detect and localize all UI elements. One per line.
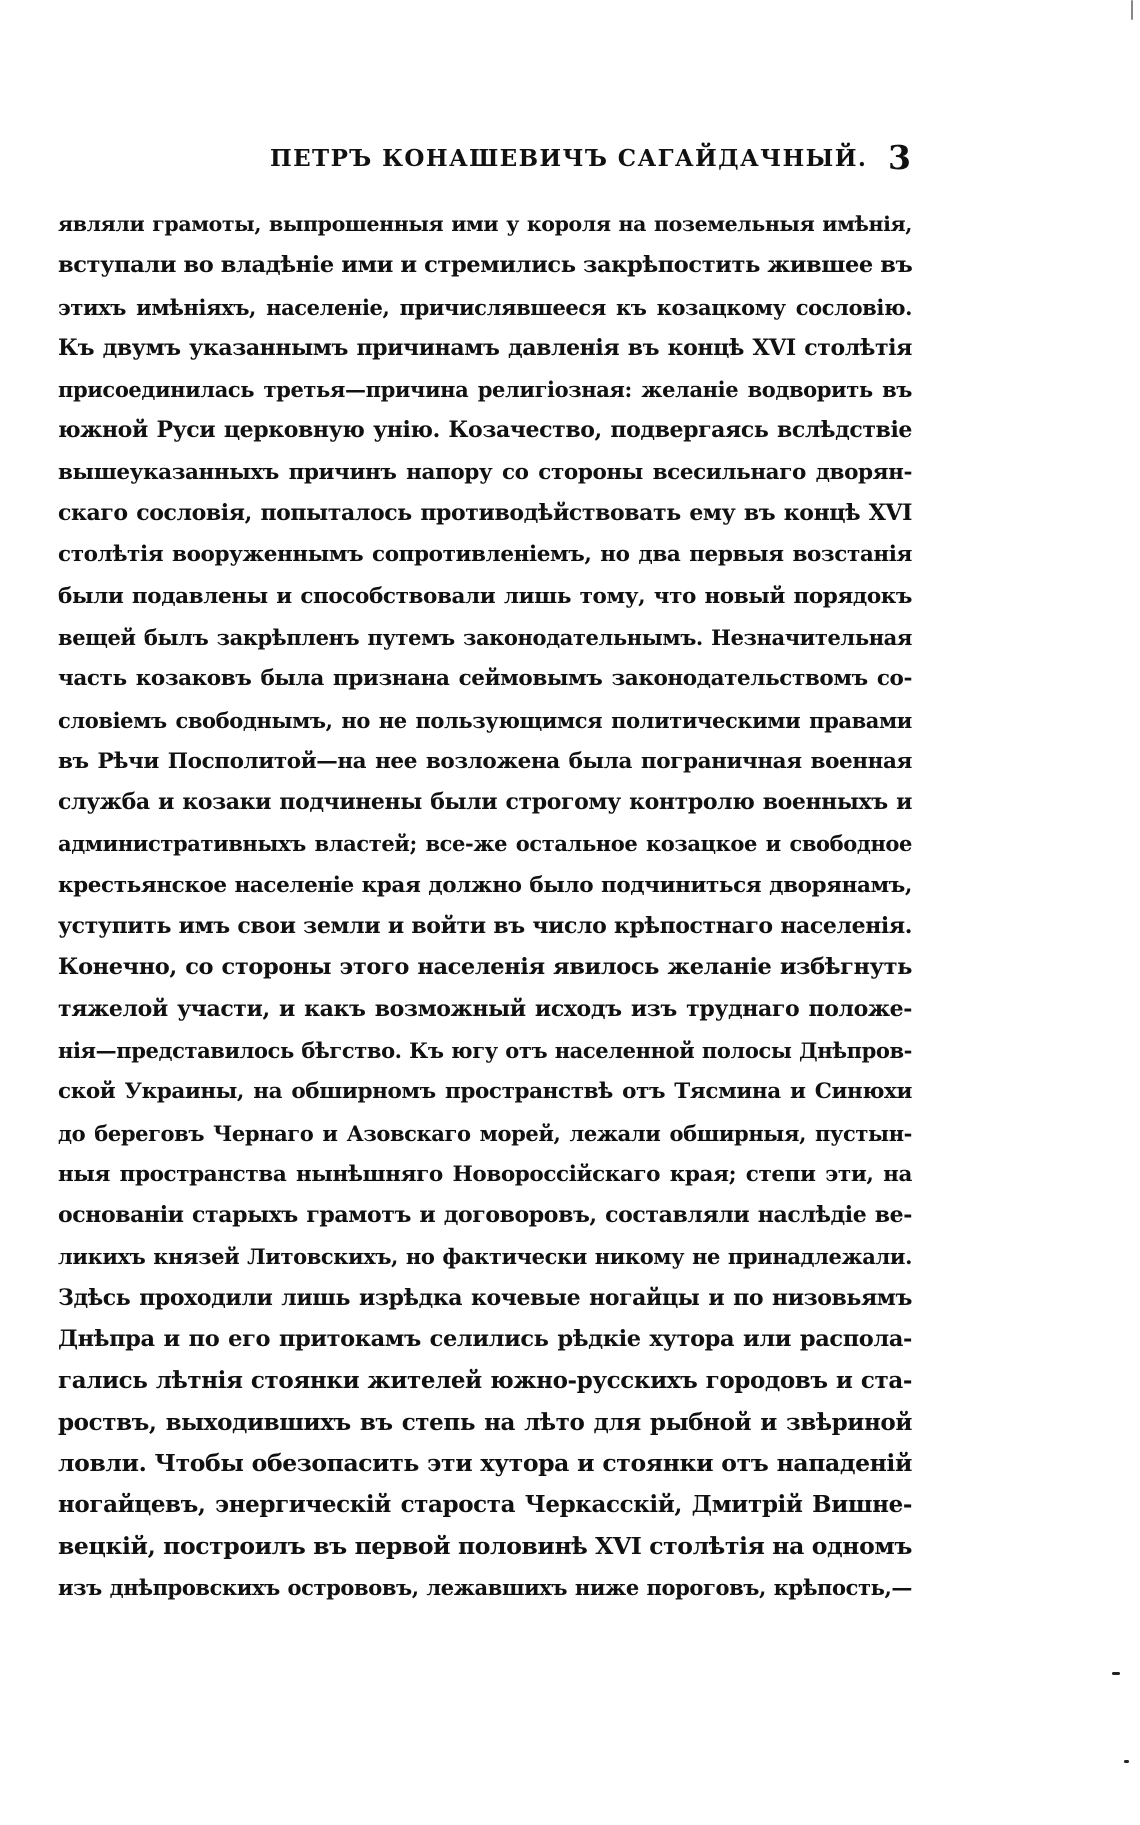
- text-line: часть козаковъ была признана сеймовымъ законодательствомъ со-: [58, 666, 912, 692]
- text-line: въ Рѣчи Посполитой—на нее возложена была пограничная военная: [58, 748, 912, 774]
- text-line: гались лѣтнія стоянки жителей южно-русскихъ городовъ и ста-: [58, 1367, 912, 1395]
- text-line: столѣтія вооруженнымъ сопротивленіемъ, но два первыя возстанія: [58, 542, 912, 568]
- text-line: Конечно, со стороны этого населенія явилось желаніе избѣгнуть: [58, 954, 912, 981]
- page-number: 3: [888, 138, 911, 177]
- text-line: ликихъ князей Литовскихъ, но фактически никому не принадлежали.: [58, 1244, 912, 1270]
- text-line: этихъ имѣніяхъ, населеніе, причислявшееся къ козацкому сословію.: [58, 294, 912, 320]
- text-line: нія—представилось бѣгство. Къ югу отъ населенной полосы Днѣпров-: [58, 1037, 912, 1063]
- text-line: ныя пространства нынѣшняго Новороссійскаго края; степи эти, на: [58, 1161, 912, 1187]
- text-line: служба и козаки подчинены были строгому контролю военныхъ и: [58, 789, 912, 816]
- text-line: присоединилась третья—причина религіозная: желаніе водворить въ: [58, 377, 912, 403]
- text-line: южной Руси церковную унію. Козачество, подвергаясь вслѣдствіе: [58, 417, 912, 444]
- text-line: словіемъ свободнымъ, но не пользующимся политическими правами: [58, 707, 912, 733]
- text-line: крестьянское населеніе края должно было подчиниться дворянамъ,: [58, 872, 912, 898]
- text-line: скаго сословія, попыталось противодѣйствовать ему въ концѣ XVI: [58, 500, 912, 527]
- text-line: вышеуказанныхъ причинъ напору со стороны всесильнаго дворян-: [58, 459, 912, 485]
- text-line: ской Украины, на обширномъ пространствѣ отъ Тясмина и Синюхи: [58, 1079, 912, 1105]
- running-title: ПЕТРЪ КОНАШЕВИЧЪ САГАЙДАЧНЫЙ.: [270, 145, 868, 172]
- text-line: до береговъ Чернаго и Азовскаго морей, лежали обширныя, пустын-: [58, 1120, 912, 1146]
- text-line: уступить имъ свои земли и войти въ число крѣпостнаго населенія.: [58, 913, 912, 940]
- text-line: роствъ, выходившихъ въ степь на лѣто для рыбной и звѣриной: [58, 1408, 912, 1436]
- text-line: были подавлены и способствовали лишь тому, что новый порядокъ: [58, 583, 912, 609]
- text-line: вещей былъ закрѣпленъ путемъ законодательнымъ. Незначительная: [58, 624, 912, 650]
- text-line: Здѣсь проходили лишь изрѣдка кочевые ногайцы и по низовьямъ: [58, 1284, 912, 1311]
- text-line: административныхъ властей; все-же остальное козацкое и свободное: [58, 831, 912, 857]
- scan-speck: [1124, 1760, 1129, 1763]
- text-line: являли грамоты, выпрошенныя ими у короля на поземельныя имѣнія,: [58, 212, 912, 236]
- text-line: Днѣпра и по его притокамъ селились рѣдкіе хутора или распола-: [58, 1326, 912, 1353]
- text-line: тяжелой участи, и какъ возможный исходъ изъ труднаго положе-: [58, 995, 912, 1022]
- text-line: Къ двумъ указаннымъ причинамъ давленія въ концѣ XVI столѣтія: [58, 334, 912, 361]
- text-line: ногайцевъ, энергическій староста Черкасскій, Дмитрій Вишне-: [58, 1491, 912, 1519]
- scan-speck: [1112, 1672, 1120, 1675]
- text-line: вступали во владѣніе ими и стремились закрѣпостить жившее въ: [58, 252, 913, 279]
- body-text: [58, 204, 912, 1608]
- text-line: ловли. Чтобы обезопасить эти хутора и стоянки отъ нападеній: [58, 1448, 912, 1477]
- scan-speck: [1131, 0, 1133, 20]
- text-line: изъ днѣпровскихъ острововъ, лежавшихъ ниже пороговъ, крѣпость,—: [58, 1574, 912, 1600]
- text-line: основаніи старыхъ грамотъ и договоровъ, составляли наслѣдіе ве-: [58, 1202, 912, 1229]
- text-line: вецкій, построилъ въ первой половинѣ XVI столѣтія на одномъ: [58, 1531, 912, 1560]
